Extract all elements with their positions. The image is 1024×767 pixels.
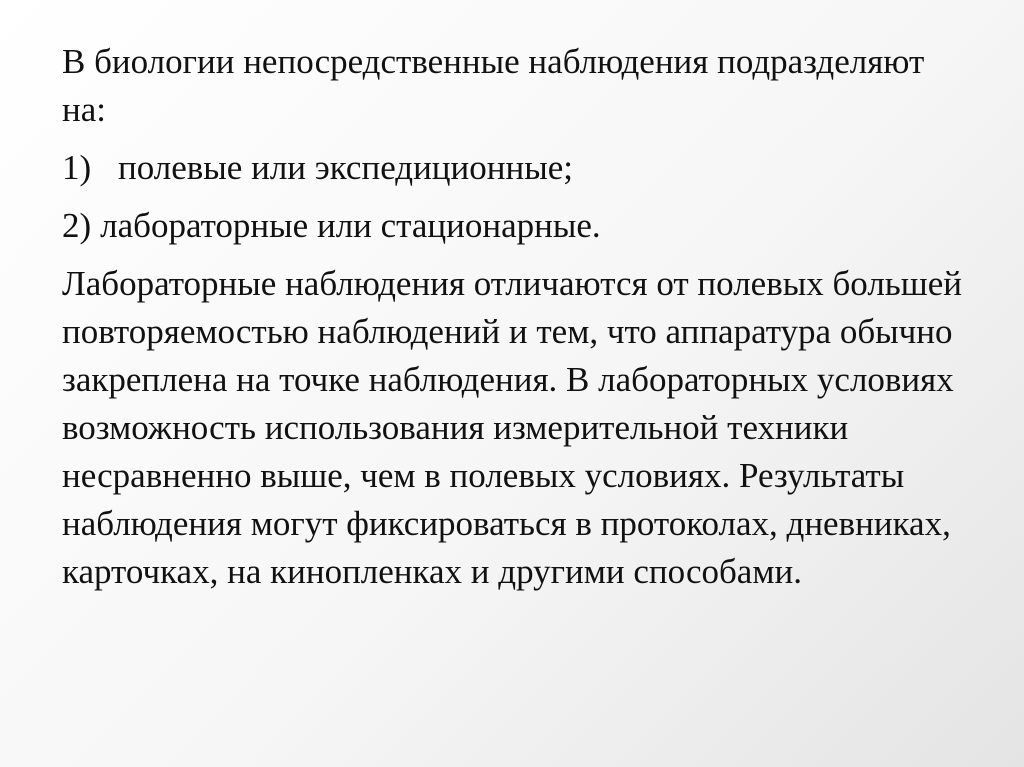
list-item [62, 144, 962, 192]
slide-content [62, 38, 962, 606]
list-text: лабораторные или стационарные. [100, 206, 601, 245]
list-item [62, 202, 962, 250]
list-number: 1) [62, 148, 92, 187]
list-number: 2) [62, 206, 92, 245]
body-paragraph: Лабораторные наблюдения отличаются от полевых большей повторяемостью наблюдений и тем, что аппаратура обычно закреплена на точке наблюдения. В лабораторных условиях возможность использования измерительной техники несравненно выше, чем в полевых условиях. Результаты наблюдения могут фиксироваться в протоколах, дневниках, карточках, на кинопленках и другими способами. [62, 264, 962, 591]
intro-paragraph: В биологии непосредственные наблюдения подразделяют на: [62, 42, 925, 129]
list-text: полевые или экспедиционные; [118, 148, 573, 187]
